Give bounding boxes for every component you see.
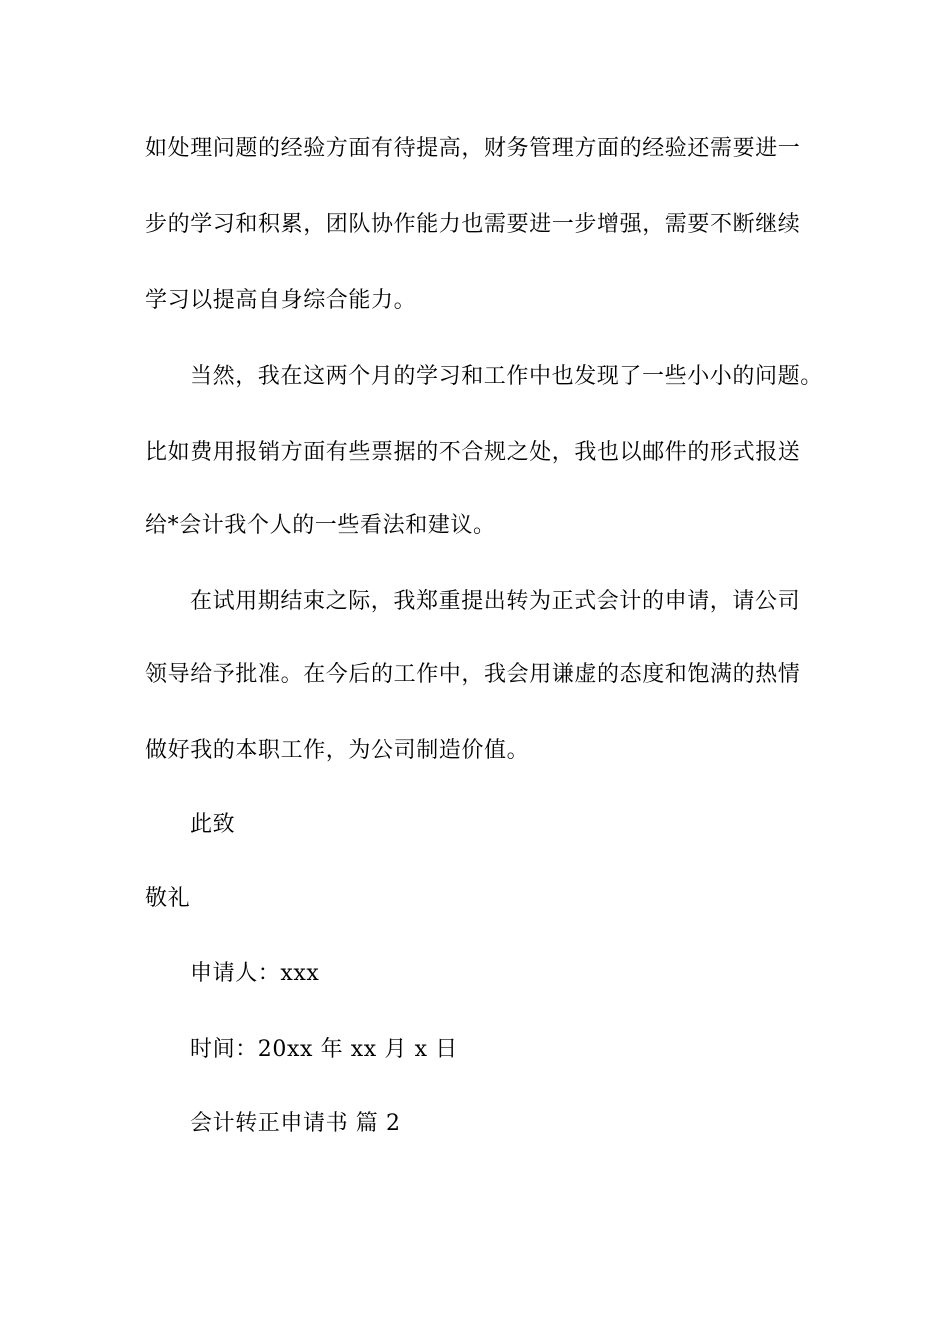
date-line: 时间：20xx 年 xx 月 x 日 (190, 1037, 458, 1062)
section-heading: 会计转正申请书 篇 2 (190, 1111, 401, 1136)
body-line-5: 比如费用报销方面有些票据的不合规之处，我也以邮件的形式报送 (145, 440, 801, 465)
body-line-3: 学习以提高自身综合能力。 (145, 288, 417, 313)
body-line-4: 当然，我在这两个月的学习和工作中也发现了一些小小的问题。 (190, 364, 823, 389)
applicant-line: 申请人：xxx (190, 961, 320, 986)
body-line-7: 在试用期结束之际，我郑重提出转为正式会计的申请，请公司 (190, 589, 801, 614)
body-line-2: 步的学习和积累，团队协作能力也需要进一步增强，需要不断继续 (145, 212, 801, 237)
body-line-8: 领导给予批准。在今后的工作中，我会用谦虚的态度和饱满的热情 (145, 662, 801, 687)
body-line-6: 给*会计我个人的一些看法和建议。 (145, 513, 496, 538)
body-line-1: 如处理问题的经验方面有待提高，财务管理方面的经验还需要进一 (145, 136, 801, 161)
closing-regards: 敬礼 (145, 886, 191, 911)
body-line-9: 做好我的本职工作，为公司制造价值。 (145, 738, 530, 763)
closing-salutation: 此致 (190, 812, 236, 837)
